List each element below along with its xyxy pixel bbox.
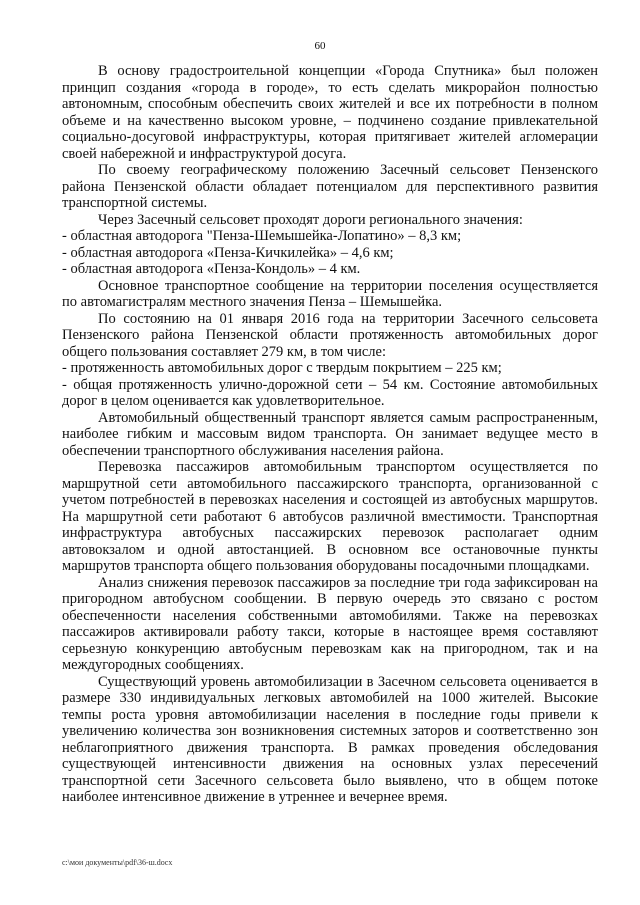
page-number: 60 (314, 40, 326, 52)
list-item-road-1: - областная автодорога "Пенза-Шемышейка-Лопатино» – 8,3 км; (62, 228, 462, 244)
paragraph-motorization: Существующий уровень автомобилизации в Засечном сельсовета оценивается в размере 330 индивидуальных легковых автомобилей на 1000 жителей. Высокие темпы роста уровня автомобилизации населения в последние годы привели к увеличению количества зон возникновения системных заторов и соответственно зон неблагоприятного движения транспорта. В рамках проведения обследования существующей интенсивности движения на основных узлах пересечений транспортной сети Засечного сельсовета было выявлено, что в общем потоке наиболее интенсивное движение в утреннее и вечернее время. (62, 673, 598, 805)
list-item-paved-roads: - протяженность автомобильных дорог с твердым покрытием – 225 км; (62, 360, 502, 376)
paragraph-main-transport: Основное транспортное сообщение на территории поселения осуществляется по автомагистралям местного значения Пенза – Шемышейка. (62, 277, 598, 310)
paragraph-geography: По своему географическому положению Засечный сельсовет Пензенского района Пензенской области обладает потенциалом для перспективного развития транспортной системы. (62, 162, 598, 211)
paragraph-public-transport: Автомобильный общественный транспорт является самым распространенным, наиболее гибким и массовым видом транспорта. Он занимает ведущее место в обеспечении транспортного обслуживания населения района. (62, 409, 598, 459)
paragraph-passenger-routes: Перевозка пассажиров автомобильным транспортом осуществляется по маршрутной сети автомобильного пассажирского транспорта, организованной с учетом потребностей в перевозках населения и состоящей из автобусных маршрутов. На маршрутной сети работают 6 автобусов различной вместимости. Транспортная инфраструктура автобусных пассажирских перевозок располагает одним автовокзалом и одной автостанцией. В основном все остановочные пункты маршрутов транспорта общего пользования оборудованы посадочными площадками. (62, 459, 598, 574)
list-item-road-3: - областная автодорога «Пенза-Кондоль» – 4 км. (62, 261, 361, 277)
paragraph-roads-intro: Через Засечный сельсовет проходят дороги регионального значения: (98, 211, 523, 228)
paragraph-decline-analysis: Анализ снижения перевозок пассажиров за последние три года зафиксирован на пригородном автобусном сообщении. В первую очередь это связано с ростом обеспеченности населения собственными автомобилями. Также на перевозках пассажиров активировали работу такси, которые в настоящее время составляют серьезную конкуренцию автобусным перевозкам как на пригородном, так и на междугородных сообщениях. (62, 574, 598, 673)
paragraph-concept: В основу градостроительной концепции «Города Спутника» был положен принцип создания «города в городе», то есть сделать микрорайон полностью автономным, способным обеспечить своих жителей и все их потребности в полном объеме и на качественно высоком уровне, – подчинено создание привлекательной социально-досуговой инфраструктуры, которая притягивает жителей агломерации своей набережной и инфраструктурой досуга. (62, 63, 598, 162)
footer-file-path: c:\мои документы\pdf\36-ш.docx (62, 858, 173, 867)
list-item-street-network: - общая протяженность улично-дорожной сети – 54 км. Состояние автомобильных дорог в целом оценивается как удовлетворительное. (62, 376, 598, 409)
body-text (62, 63, 598, 806)
paragraph-road-length: По состоянию на 01 января 2016 года на территории Засечного сельсовета Пензенского района Пензенской области протяженность автомобильных дорог общего пользования составляет 279 км, в том числе: (62, 310, 598, 360)
list-item-road-2: - областная автодорога «Пенза-Кичкилейка» – 4,6 км; (62, 244, 394, 261)
